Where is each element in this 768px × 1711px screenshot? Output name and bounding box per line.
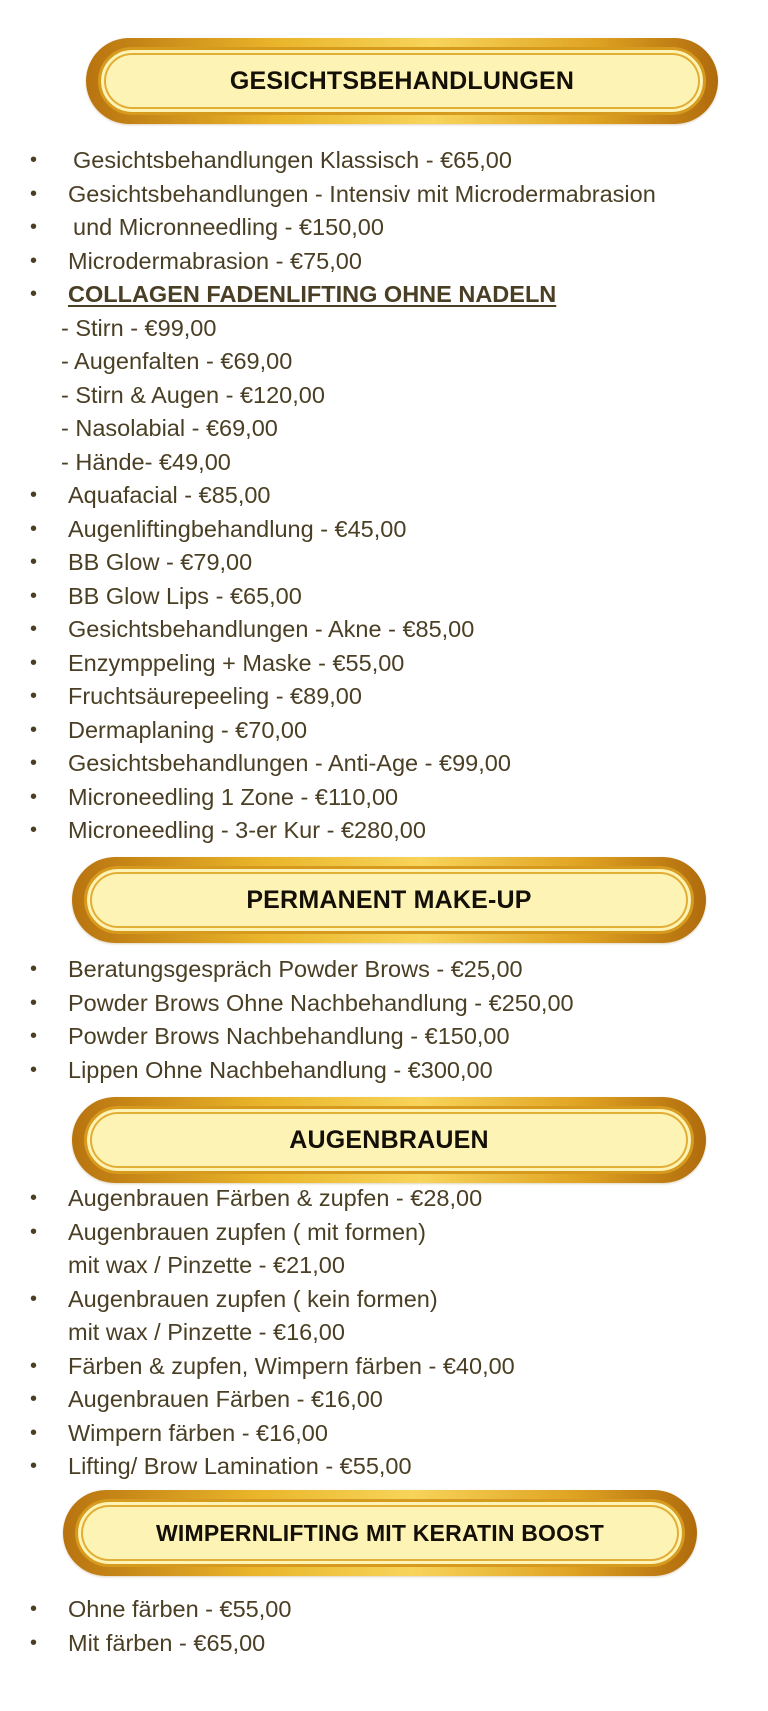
section-title-lashes: WIMPERNLIFTING MIT KERATIN BOOST	[155, 1519, 605, 1546]
list-item: • BB Glow Lips - €65,00	[0, 580, 768, 614]
list-item: • Mit färben - €65,00	[0, 1627, 768, 1661]
list-item: • Powder Brows Ohne Nachbehandlung - €250,00	[0, 987, 768, 1021]
list-item: - Stirn & Augen - €120,00	[61, 381, 325, 408]
bullet-icon: •	[30, 1058, 38, 1081]
list-item: • Gesichtsbehandlungen Klassisch - €65,00	[0, 144, 768, 178]
section-title-brows: AUGENBRAUEN	[289, 1125, 489, 1154]
list-item: • Gesichtsbehandlungen - Akne - €85,00	[0, 613, 768, 647]
bullet-icon: •	[30, 958, 38, 980]
bullet-icon: •	[30, 618, 38, 640]
list-item: • Fruchtsäurepeeling - €89,00	[0, 680, 768, 714]
bullet-icon: •	[30, 785, 38, 808]
list-item: • Microneedling 1 Zone - €110,00	[0, 781, 768, 815]
list-item: • Lippen Ohne Nachbehandlung - €300,00	[0, 1054, 768, 1088]
list-item: - Augenfalten - €69,00	[61, 348, 293, 374]
bullet-icon: •	[30, 551, 38, 573]
list-item: • und Micronneedling - €150,00	[0, 211, 768, 245]
list-item: • Gesichtsbehandlungen - Intensiv mit Microdermabrasion	[0, 178, 768, 212]
bullet-icon: •	[30, 1598, 38, 1620]
bullet-icon: •	[30, 1220, 38, 1243]
list-item: • Gesichtsbehandlungen - Anti-Age - €99,00	[0, 747, 768, 781]
bullet-icon: •	[30, 216, 38, 238]
bullet-icon: •	[30, 1025, 38, 1047]
bullet-icon: •	[30, 1354, 38, 1377]
bullet-icon: •	[30, 1187, 38, 1209]
list-item: • Aquafacial - €85,00	[0, 479, 768, 513]
list-item: mit wax / Pinzette - €21,00	[68, 1252, 345, 1278]
bullet-icon: •	[30, 283, 38, 305]
bullet-icon: •	[30, 149, 38, 171]
list-item: • Beratungsgespräch Powder Brows - €25,00	[0, 953, 768, 987]
bullet-icon: •	[30, 1287, 38, 1310]
bullet-icon: •	[30, 1421, 38, 1444]
list-item: • Ohne färben - €55,00	[0, 1593, 768, 1627]
sub-heading-collagen: COLLAGEN FADENLIFTING OHNE NADELN	[68, 281, 557, 307]
section-banner-brows	[72, 1097, 706, 1183]
list-item: • Augenliftingbehandlung - €45,00	[0, 513, 768, 547]
bullet-icon: •	[30, 685, 38, 707]
list-item: • Microdermabrasion - €75,00	[0, 245, 768, 279]
lashes-price-list	[0, 1593, 768, 1660]
facial-price-list	[0, 144, 768, 848]
bullet-icon: •	[30, 718, 38, 741]
bullet-icon: •	[30, 752, 38, 774]
section-title-pmu: PERMANENT MAKE-UP	[246, 885, 532, 914]
bullet-icon: •	[30, 651, 38, 674]
list-item-heading	[0, 278, 768, 312]
section-banner-pmu	[72, 857, 706, 943]
list-item: • Augenbrauen Färben - €16,00	[0, 1383, 768, 1417]
list-item: • Augenbrauen zupfen ( kein formen)	[0, 1283, 768, 1317]
bullet-icon: •	[30, 182, 38, 205]
bullet-icon: •	[30, 484, 38, 506]
section-banner-facial	[86, 38, 718, 124]
list-item: • Microneedling - 3-er Kur - €280,00	[0, 814, 768, 848]
bullet-icon: •	[30, 819, 38, 841]
bullet-icon: •	[30, 1388, 38, 1410]
brows-price-list	[0, 1182, 768, 1484]
list-item: • Augenbrauen Färben & zupfen - €28,00	[0, 1182, 768, 1216]
list-item: • Powder Brows Nachbehandlung - €150,00	[0, 1020, 768, 1054]
bullet-icon: •	[30, 991, 38, 1014]
list-item: - Nasolabial - €69,00	[61, 415, 278, 441]
pmu-price-list	[0, 953, 768, 1087]
list-item: mit wax / Pinzette - €16,00	[68, 1319, 345, 1345]
bullet-icon: •	[30, 1631, 38, 1654]
list-item: • Enzymppeling + Maske - €55,00	[0, 647, 768, 681]
list-item: • Augenbrauen zupfen ( mit formen)	[0, 1216, 768, 1250]
list-item: • Dermaplaning - €70,00	[0, 714, 768, 748]
bullet-icon: •	[30, 517, 38, 540]
list-item: • Lifting/ Brow Lamination - €55,00	[0, 1450, 768, 1484]
list-item: • Färben & zupfen, Wimpern färben - €40,00	[0, 1350, 768, 1384]
list-item: • BB Glow - €79,00	[0, 546, 768, 580]
bullet-icon: •	[30, 584, 38, 607]
bullet-icon: •	[30, 1455, 38, 1477]
section-banner-lashes	[63, 1490, 697, 1576]
list-item: • Wimpern färben - €16,00	[0, 1417, 768, 1451]
list-item: - Stirn - €99,00	[61, 314, 217, 341]
list-item: - Hände- €49,00	[61, 448, 231, 475]
section-title-facial: GESICHTSBEHANDLUNGEN	[229, 66, 575, 95]
bullet-icon: •	[30, 249, 38, 272]
